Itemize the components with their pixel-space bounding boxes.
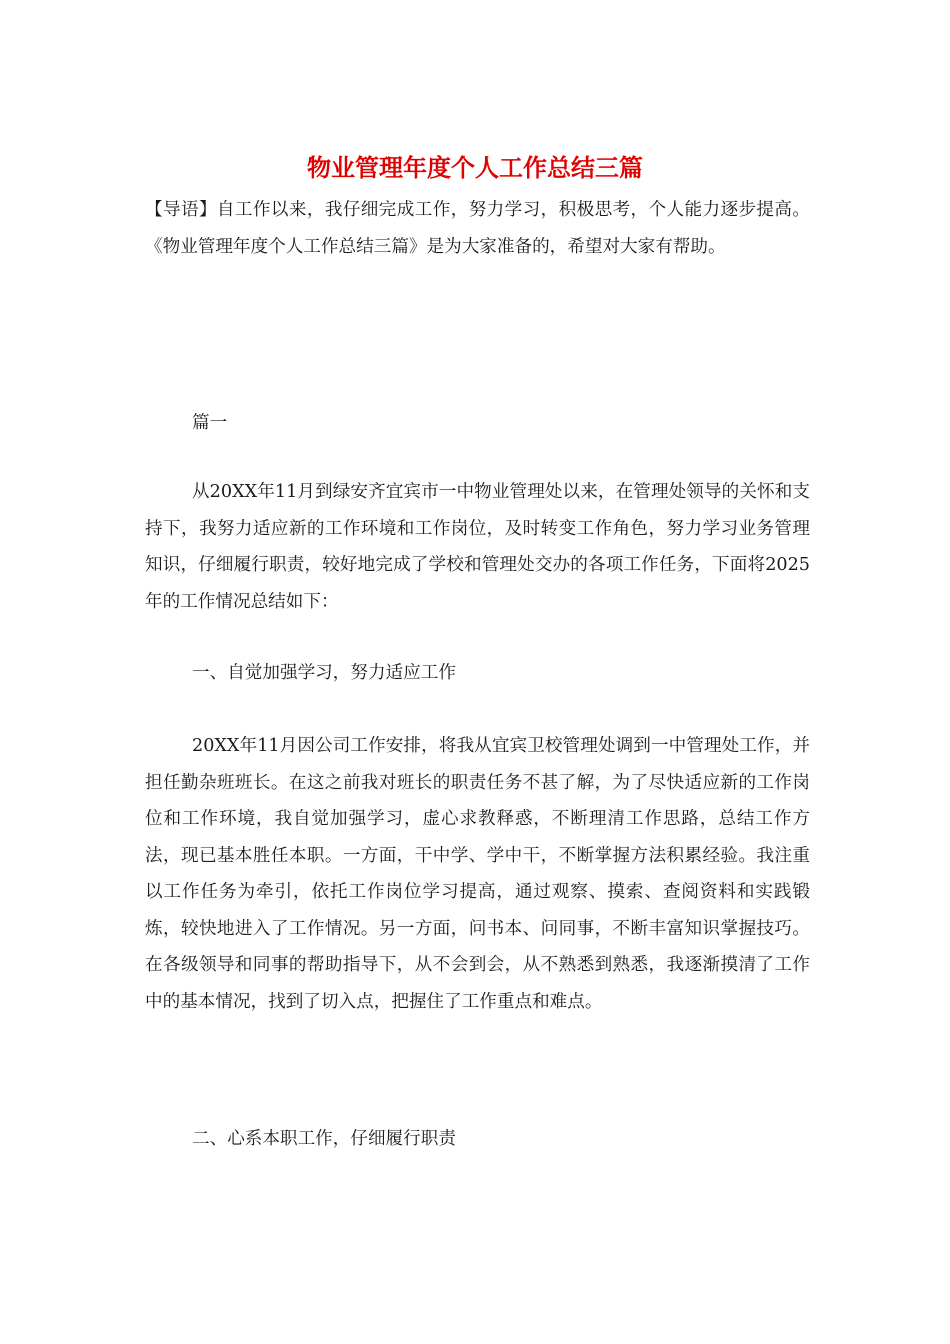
document-title: 物业管理年度个人工作总结三篇 [307,153,643,182]
section-label: 篇一 [192,413,228,433]
body-paragraph-2: 20XX年11月因公司工作安排，将我从宜宾卫校管理处调到一中管理处工作，并担任勤杂班班长。在这之前我对班长的职责任务不甚了解，为了尽快适应新的工作岗位和工作环境，我自觉加强学习，虚心求教释惑，不断理清工作思路，总结工作方法，现已基本胜任本职。一方面，干中学、学中干，不断掌握方法积累经验。我注重以工作任务为牵引，依托工作岗位学习提高，通过观察、摸索、查阅资料和实践锻炼，较快地进入了工作情况。另一方面，问书本、问同事，不断丰富知识掌握技巧。在各级领导和同事的帮助指导下，从不会到会，从不熟悉到熟悉，我逐渐摸清了工作中的基本情况，找到了切入点，把握住了工作重点和难点。 [145,736,810,1012]
body-paragraph-1: 从20XX年11月到绿安齐宜宾市一中物业管理处以来，在管理处领导的关怀和支持下，我努力适应新的工作环境和工作岗位，及时转变工作角色，努力学习业务管理知识，仔细履行职责，较好地完成了学校和管理处交办的各项工作任务，下面将2025年的工作情况总结如下： [145,482,810,612]
section-heading-2: 二、心系本职工作，仔细履行职责 [192,1129,456,1149]
section-heading-1: 一、自觉加强学习，努力适应工作 [192,663,456,683]
intro-paragraph: 【导语】自工作以来，我仔细完成工作，努力学习，积极思考，个人能力逐步提高。《物业管理年度个人工作总结三篇》是为大家准备的，希望对大家有帮助。 [145,200,810,257]
